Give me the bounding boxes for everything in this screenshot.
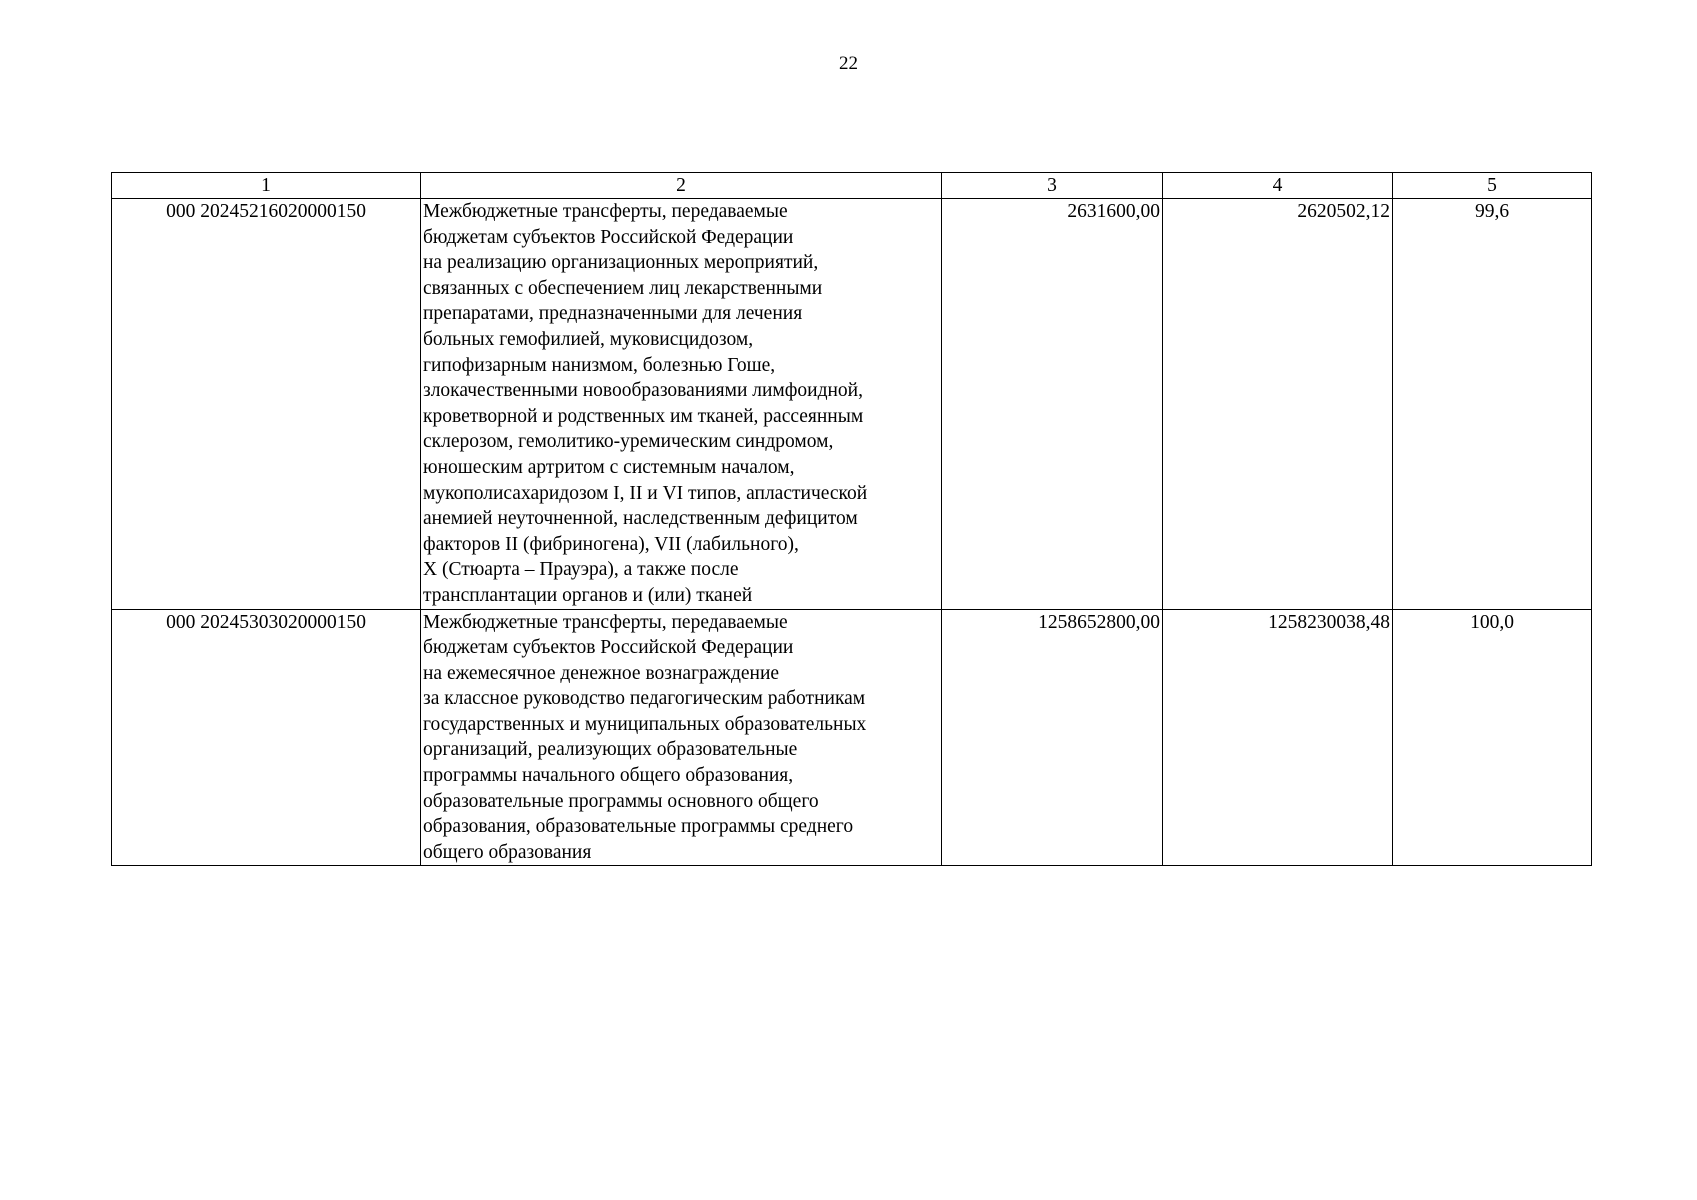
row-description-cell [421, 609, 942, 866]
description-line: бюджетам субъектов Российской Федерации [423, 226, 794, 248]
table-header-row [112, 173, 1592, 199]
header-cell-4: 4 [1163, 173, 1393, 199]
description-line: Межбюджетные трансферты, передаваемые [423, 611, 788, 633]
description-line: образования, образовательные программы среднего [423, 816, 854, 838]
row-col4-cell: 2620502,12 [1163, 199, 1393, 610]
description-line: трансплантации органов и (или) тканей [423, 584, 753, 606]
row-col3-cell: 1258652800,00 [942, 609, 1163, 866]
description-line: организаций, реализующих образовательные [423, 739, 798, 761]
row-col3-cell: 2631600,00 [942, 199, 1163, 610]
description-line: бюджетам субъектов Российской Федерации [423, 637, 794, 659]
description-line: гипофизарным нанизмом, болезнью Гоше, [423, 354, 776, 376]
description-line: кроветворной и родственных им тканей, рассеянным [423, 405, 864, 427]
description-line: связанных с обеспечением лиц лекарственными [423, 277, 823, 299]
row-description-cell [421, 199, 942, 610]
header-cell-5: 5 [1393, 173, 1592, 199]
row-code-cell: 000 20245216020000150 [112, 199, 421, 610]
page-number: 22 [839, 53, 858, 74]
table-row [112, 609, 1592, 866]
description-line: склерозом, гемолитико-уремическим синдромом, [423, 431, 834, 453]
header-cell-1: 1 [112, 173, 421, 199]
description-line: X (Стюарта – Прауэра), а также после [423, 559, 739, 581]
description-line: общего образования [423, 841, 592, 863]
description-line: юношеским артритом с системным началом, [423, 456, 795, 478]
description-line: Межбюджетные трансферты, передаваемые [423, 201, 788, 222]
header-cell-3: 3 [942, 173, 1163, 199]
description-line: на реализацию организационных мероприятий, [423, 252, 819, 274]
description-line: мукополисахаридозом I, II и VI типов, апластической [423, 482, 868, 504]
description-line: образовательные программы основного общего [423, 790, 819, 812]
description-line: программы начального общего образования, [423, 765, 794, 787]
description-line: препаратами, предназначенными для лечения [423, 303, 803, 325]
row-col5-cell: 100,0 [1393, 609, 1592, 866]
header-cell-2: 2 [421, 173, 942, 199]
description-line: государственных и муниципальных образовательных [423, 713, 867, 735]
row-col4-cell: 1258230038,48 [1163, 609, 1393, 866]
table-row [112, 199, 1592, 610]
description-line: злокачественными новообразованиями лимфоидной, [423, 380, 863, 402]
description-line: на ежемесячное денежное вознаграждение [423, 662, 780, 684]
description-line: факторов II (фибриногена), VII (лабильного), [423, 533, 799, 555]
description-line: анемией неуточненной, наследственным дефицитом [423, 508, 858, 530]
description-line: за классное руководство педагогическим работникам [423, 688, 866, 710]
row-col5-cell: 99,6 [1393, 199, 1592, 610]
row-code-cell: 000 20245303020000150 [112, 609, 421, 866]
description-line: больных гемофилией, муковисцидозом, [423, 328, 754, 350]
budget-table [111, 172, 1592, 866]
table-body [112, 173, 1592, 866]
